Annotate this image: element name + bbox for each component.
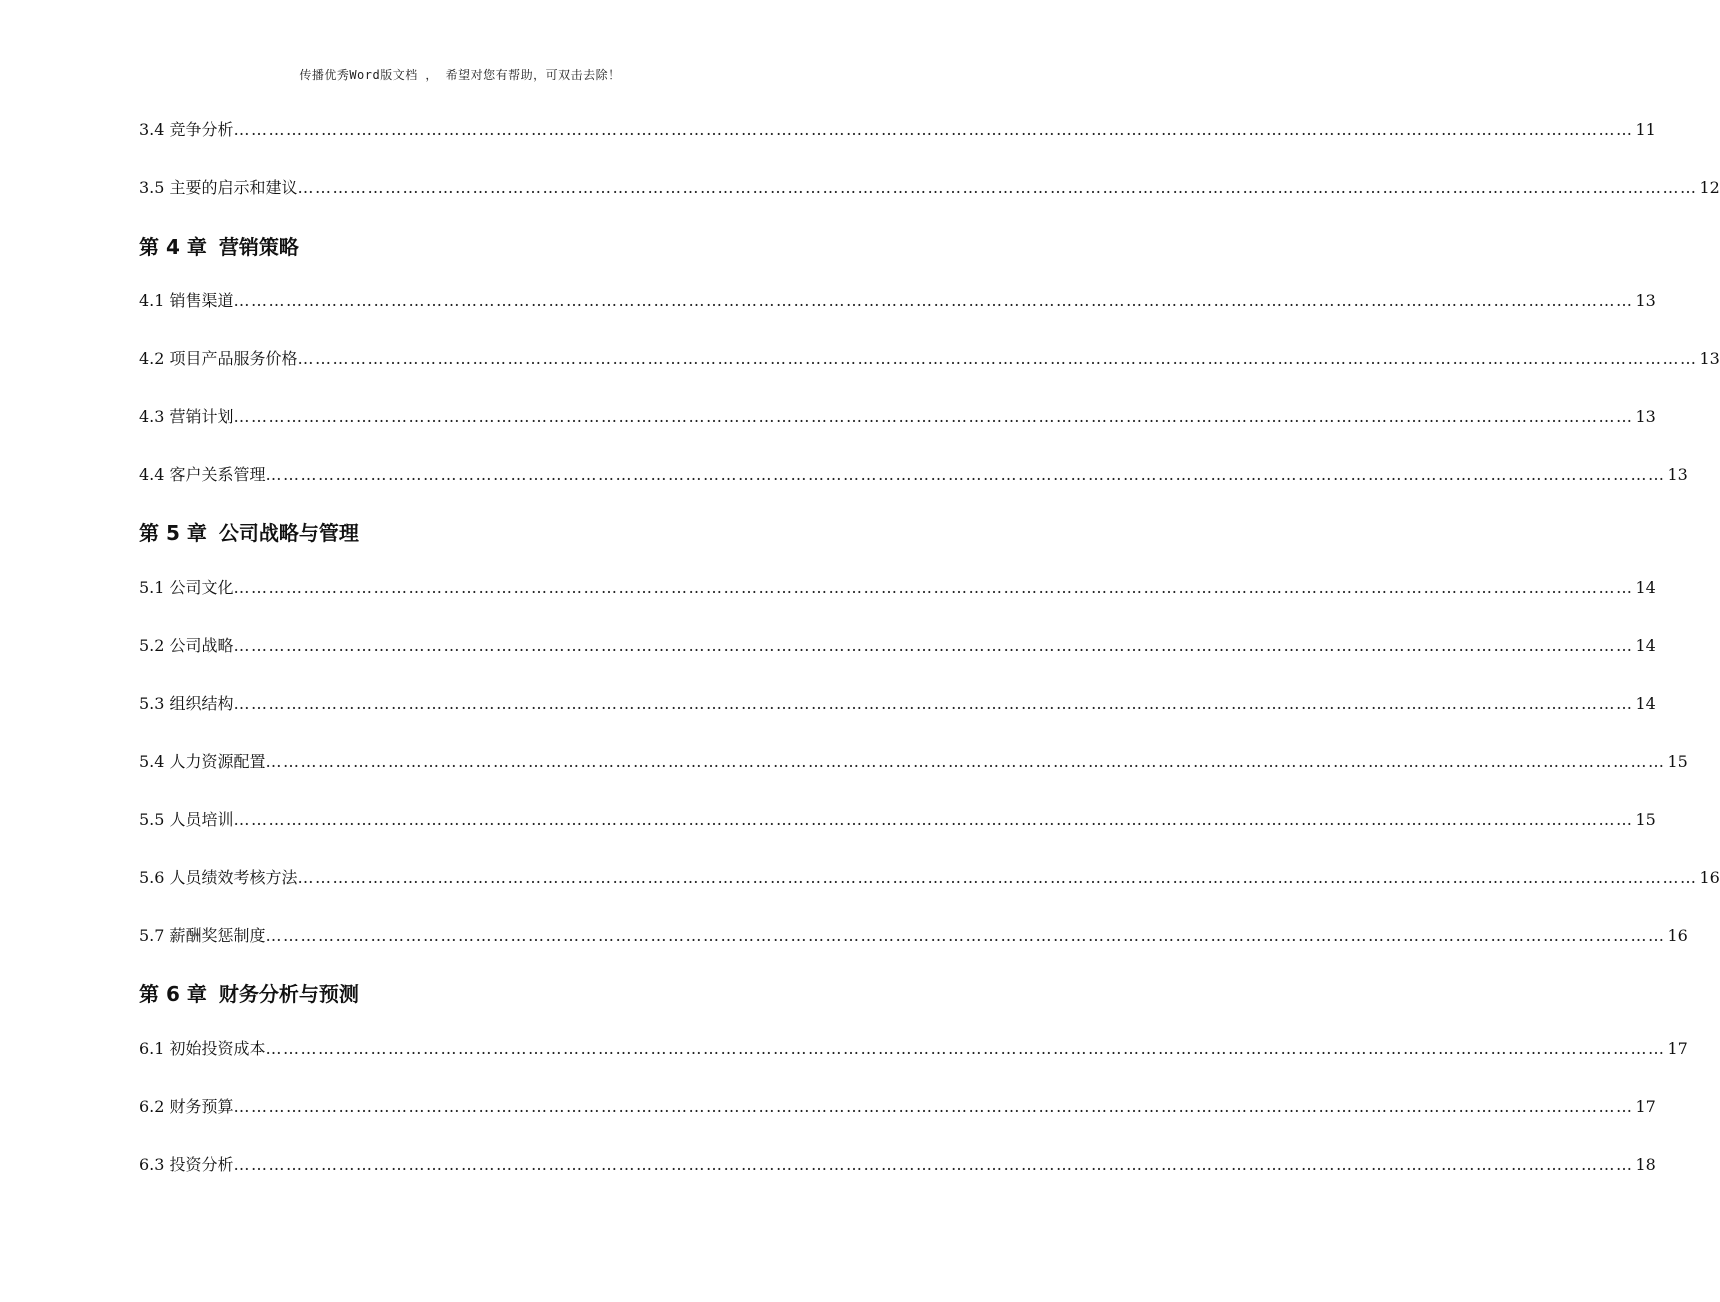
- toc-entry-5-3[interactable]: [139, 693, 1656, 715]
- toc-entry-page: 14: [1635, 636, 1656, 655]
- toc-entry-6-1[interactable]: [139, 1038, 1688, 1060]
- toc-entry-4-1[interactable]: [139, 290, 1656, 312]
- toc-entry-title: 组织结构: [169, 694, 234, 713]
- toc-entry-title: 公司战略: [169, 636, 234, 655]
- toc-entry-6-3[interactable]: [139, 1154, 1656, 1176]
- toc-entry-number: 4.3: [139, 407, 165, 426]
- toc-entry-title: 人力资源配置: [169, 752, 266, 771]
- toc-dot-leader: ……………………………………………………………………………………………………………………………………………………………………………………………………………………: [297, 178, 1698, 197]
- toc-entry-title: 主要的启示和建议: [169, 178, 298, 197]
- toc-entry-number: 6.1: [139, 1039, 165, 1058]
- toc-entry-title: 人员绩效考核方法: [169, 868, 298, 887]
- toc-entry-5-6[interactable]: [139, 867, 1720, 889]
- toc-dot-leader: ……………………………………………………………………………………………………………………………………………………………………………………………………………………: [233, 407, 1634, 426]
- toc-entry-number: 5.5: [139, 810, 165, 829]
- toc-chapter-5-heading[interactable]: [139, 519, 359, 547]
- toc-entry-title: 财务预算: [169, 1097, 234, 1116]
- toc-entry-number: 3.5: [139, 178, 165, 197]
- toc-dot-leader: ……………………………………………………………………………………………………………………………………………………………………………………………………………………: [233, 120, 1634, 139]
- toc-entry-page: 14: [1635, 694, 1656, 713]
- toc-entry-page: 13: [1635, 407, 1656, 426]
- toc-entry-page: 16: [1699, 868, 1720, 887]
- toc-entry-page: 17: [1667, 1039, 1688, 1058]
- toc-entry-title: 项目产品服务价格: [169, 349, 298, 368]
- toc-entry-number: 3.4: [139, 120, 165, 139]
- toc-entry-page: 17: [1635, 1097, 1656, 1116]
- toc-entry-page: 15: [1635, 810, 1656, 829]
- toc-entry-6-2[interactable]: [139, 1096, 1656, 1118]
- toc-entry-5-5[interactable]: [139, 809, 1656, 831]
- toc-dot-leader: ……………………………………………………………………………………………………………………………………………………………………………………………………………………: [233, 578, 1634, 597]
- toc-entry-title: 投资分析: [169, 1155, 234, 1174]
- toc-entry-page: 13: [1635, 291, 1656, 310]
- toc-entry-page: 11: [1635, 120, 1656, 139]
- toc-dot-leader: ……………………………………………………………………………………………………………………………………………………………………………………………………………………: [233, 1097, 1634, 1116]
- toc-entry-number: 5.4: [139, 752, 165, 771]
- toc-entry-title: 营销计划: [169, 407, 234, 426]
- toc-dot-leader: ……………………………………………………………………………………………………………………………………………………………………………………………………………………: [297, 349, 1698, 368]
- toc-entry-4-4[interactable]: [139, 464, 1688, 486]
- toc-entry-page: 12: [1699, 178, 1720, 197]
- toc-dot-leader: ……………………………………………………………………………………………………………………………………………………………………………………………………………………: [233, 636, 1634, 655]
- toc-entry-title: 薪酬奖惩制度: [169, 926, 266, 945]
- chapter-title: 营销策略: [218, 235, 299, 259]
- toc-dot-leader: ……………………………………………………………………………………………………………………………………………………………………………………………………………………: [233, 694, 1634, 713]
- toc-entry-5-7[interactable]: [139, 925, 1688, 947]
- toc-entry-5-4[interactable]: [139, 751, 1688, 773]
- toc-entry-4-3[interactable]: [139, 406, 1656, 428]
- toc-entry-title: 竞争分析: [169, 120, 234, 139]
- toc-dot-leader: ……………………………………………………………………………………………………………………………………………………………………………………………………………………: [265, 1039, 1666, 1058]
- chapter-number: 第 4 章: [139, 235, 207, 259]
- toc-entry-number: 4.2: [139, 349, 165, 368]
- toc-entry-title: 客户关系管理: [169, 465, 266, 484]
- toc-entry-title: 初始投资成本: [169, 1039, 266, 1058]
- toc-dot-leader: ……………………………………………………………………………………………………………………………………………………………………………………………………………………: [297, 868, 1698, 887]
- toc-entry-5-2[interactable]: [139, 635, 1656, 657]
- toc-dot-leader: ……………………………………………………………………………………………………………………………………………………………………………………………………………………: [265, 752, 1666, 771]
- toc-entry-number: 5.6: [139, 868, 165, 887]
- toc-entry-title: 销售渠道: [169, 291, 234, 310]
- toc-entry-page: 13: [1699, 349, 1720, 368]
- toc-entry-3-5[interactable]: [139, 177, 1720, 199]
- toc-entry-number: 5.7: [139, 926, 165, 945]
- toc-entry-number: 6.3: [139, 1155, 165, 1174]
- toc-dot-leader: ……………………………………………………………………………………………………………………………………………………………………………………………………………………: [265, 465, 1666, 484]
- toc-entry-number: 4.4: [139, 465, 165, 484]
- toc-entry-page: 15: [1667, 752, 1688, 771]
- toc-entry-number: 6.2: [139, 1097, 165, 1116]
- toc-dot-leader: ……………………………………………………………………………………………………………………………………………………………………………………………………………………: [233, 291, 1634, 310]
- toc-entry-page: 16: [1667, 926, 1688, 945]
- toc-entry-page: 18: [1635, 1155, 1656, 1174]
- chapter-number: 第 6 章: [139, 982, 207, 1006]
- toc-entry-title: 人员培训: [169, 810, 234, 829]
- toc-entry-5-1[interactable]: [139, 577, 1656, 599]
- toc-chapter-4-heading[interactable]: [139, 233, 299, 261]
- toc-entry-number: 5.2: [139, 636, 165, 655]
- document-header-note: 传播优秀Word版文档 ， 希望对您有帮助，可双击去除！: [299, 68, 621, 82]
- toc-entry-3-4[interactable]: [139, 119, 1656, 141]
- toc-entry-4-2[interactable]: [139, 348, 1720, 370]
- toc-entry-page: 14: [1635, 578, 1656, 597]
- toc-entry-number: 5.1: [139, 578, 165, 597]
- toc-entry-number: 5.3: [139, 694, 165, 713]
- toc-chapter-6-heading[interactable]: [139, 980, 359, 1008]
- toc-entry-number: 4.1: [139, 291, 165, 310]
- chapter-title: 公司战略与管理: [218, 521, 359, 545]
- toc-dot-leader: ……………………………………………………………………………………………………………………………………………………………………………………………………………………: [233, 1155, 1634, 1174]
- toc-entry-title: 公司文化: [169, 578, 234, 597]
- toc-entry-page: 13: [1667, 465, 1688, 484]
- chapter-title: 财务分析与预测: [218, 982, 359, 1006]
- toc-dot-leader: ……………………………………………………………………………………………………………………………………………………………………………………………………………………: [265, 926, 1666, 945]
- chapter-number: 第 5 章: [139, 521, 207, 545]
- toc-dot-leader: ……………………………………………………………………………………………………………………………………………………………………………………………………………………: [233, 810, 1634, 829]
